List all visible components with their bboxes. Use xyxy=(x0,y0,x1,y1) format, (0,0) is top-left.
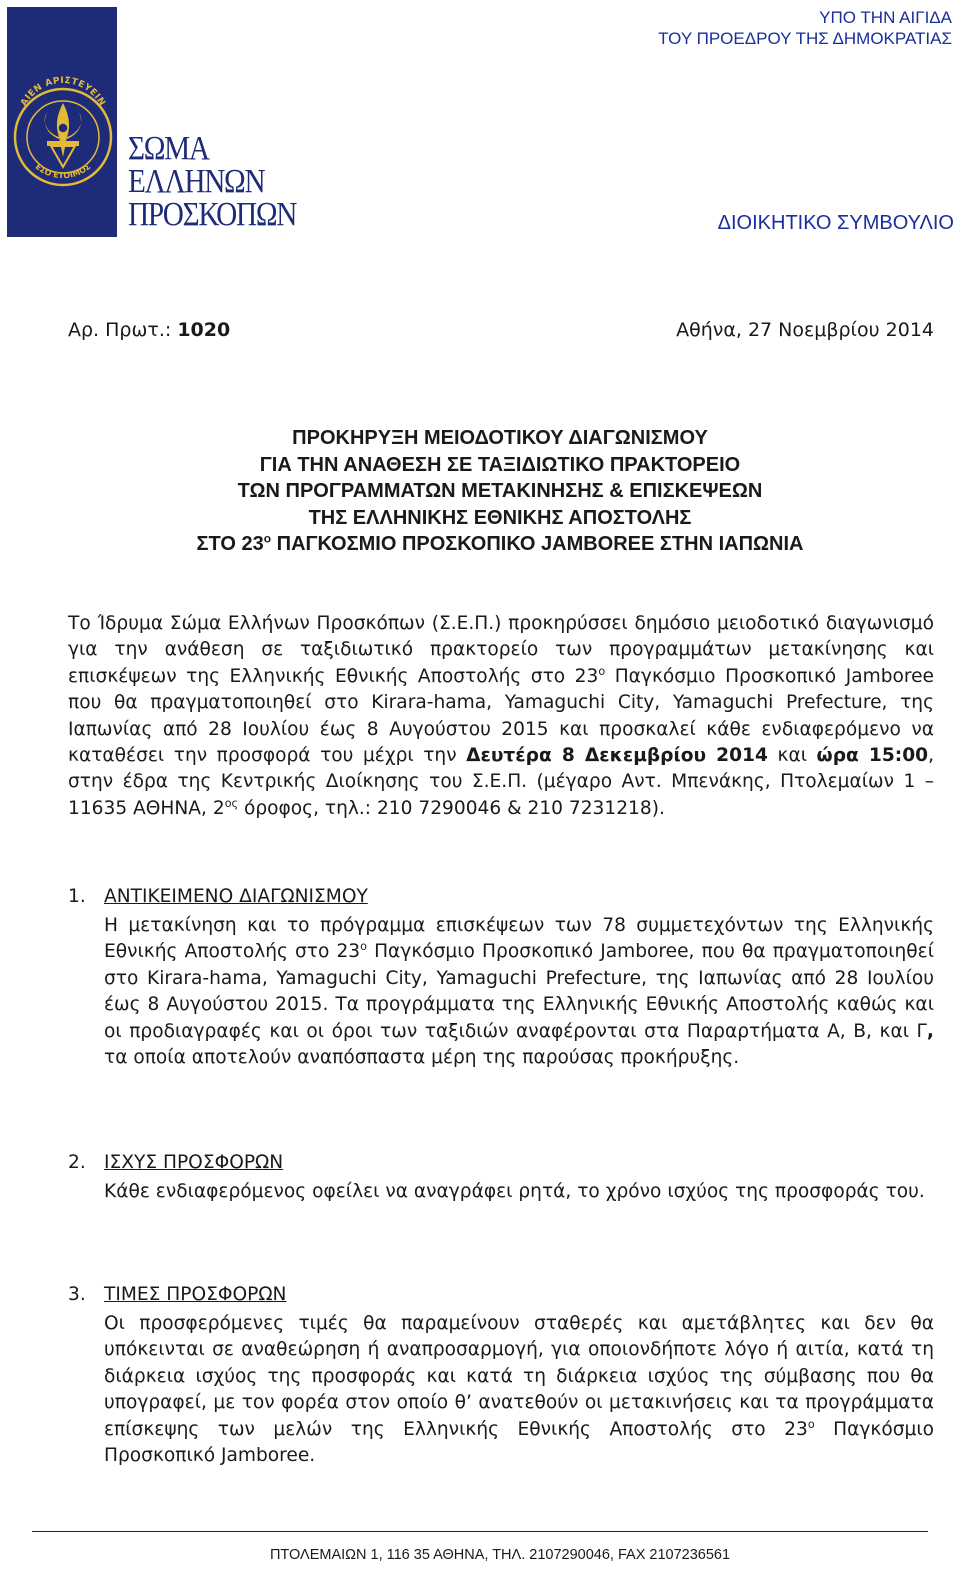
footer-divider xyxy=(32,1531,928,1532)
section-text: Παγκόσμιο Προσκοπικό Jamboree, που θα πραγματοποιηθεί στο Kirara-hama, Yamaguchi City, Yamaguchi Prefecture, της Ιαπωνίας από 28 Ιουλίου έως 8 Αυγούστου 2015. Τα προγράμματα της Ελληνικής Εθνικής Αποστολής καθώς και οι προδιαγραφές και οι όροι των ταξιδιών αναφέρονται στα Παραρτήματα Α, Β, και Γ xyxy=(104,941,934,1042)
patronage-text xyxy=(658,7,952,49)
org-name xyxy=(128,130,297,233)
protocol-value: 1020 xyxy=(177,319,231,341)
intro-paragraph xyxy=(68,611,934,822)
board-heading: ΔΙΟΙΚΗΤΙΚΟ ΣΥΜΒΟΥΛΙΟ xyxy=(717,212,954,234)
section-body xyxy=(104,1179,934,1205)
section-text: Παγκόσμιο Προσκοπικό Jamboree. xyxy=(104,1418,934,1467)
title-line: ΠΡΟΚΗΡΥΞΗ ΜΕΙΟΔΟΤΙΚΟΥ ΔΙΑΓΩΝΙΣΜΟΥ xyxy=(292,427,708,449)
section-title: ΤΙΜΕΣ ΠΡΟΣΦΟΡΩΝ xyxy=(104,1284,287,1305)
logo-motto-top: ΑΙΕΝ ΑΡΙΣΤΕΥΕΙΝ xyxy=(19,75,107,109)
section-heading xyxy=(68,886,368,907)
intro-text: Παγκόσμιο Προσκοπικό Jamboree που θα πραγματοποιηθεί στο Kirara-hama, Yamaguchi City, Yamaguchi Prefecture, της Ιαπωνίας από 28 Ιουλίου έως 8 Αυγούστου 2015 και προσκαλεί κάθε ενδιαφερόμενο να καταθέσει την προσφορά του μέχρι την xyxy=(68,665,934,767)
patronage-line: ΥΠΟ ΤΗΝ ΑΙΓΙΔΑ xyxy=(819,8,952,27)
protocol-label: Αρ. Πρωτ.: xyxy=(68,319,178,341)
section-body xyxy=(104,913,934,1071)
ordinal-sup: ο xyxy=(360,940,367,954)
section-heading xyxy=(68,1152,283,1173)
section-text: Οι προσφερόμενες τιμές θα παραμείνουν σταθερές και αμετάβλητες και δεν θα υπόκεινται σε αναθεώρηση ή αναπροσαρμογή, για οποιονδήποτε λόγο ή αιτία, κατά τη διάρκεια ισχύος της προσφοράς και κατά τη διάρκεια ισχύος της σύμβασης που θα υπογραφεί, με τον φορέα στον οποίο θ’ ανατεθούν οι μετακινήσεις και τα προγράμματα επίσκεψης των μελών της Ελληνικής Εθνικής Αποστολής στο 23 xyxy=(104,1313,934,1440)
org-name-line: ΕΛΛΗΝΩΝ xyxy=(128,163,265,200)
section-heading xyxy=(68,1284,286,1305)
section-number: 1. xyxy=(68,886,86,907)
section-text: Κάθε ενδιαφερόμενος οφείλει να αναγράφει ρητά, το χρόνο ισχύος της προσφοράς του. xyxy=(104,1181,925,1202)
title-text: ΠΑΓΚΟΣΜΙΟ ΠΡΟΣΚΟΠΙΚΟ JAMBOREE ΣΤΗΝ ΙΑΠΩΝΙΑ xyxy=(271,533,804,555)
ordinal-sup: ος xyxy=(224,796,239,810)
ordinal-sup: ο xyxy=(807,1417,815,1431)
intro-text: όροφος, τηλ.: 210 7290046 & 210 7231218). xyxy=(238,797,665,819)
protocol-number xyxy=(68,319,230,341)
ordinal-sup: ο xyxy=(263,531,272,546)
section-text: Η μετακίνηση και το πρόγραμμα επισκέψεων των 78 συμμετεχόντων της Ελληνικής Εθνικής Αποστολής στο 23 xyxy=(104,915,934,963)
patronage-line: ΤΟΥ ΠΡΟΕΔΡΟΥ ΤΗΣ ΔΗΜΟΚΡΑΤΙΑΣ xyxy=(658,29,952,48)
section-number: 2. xyxy=(68,1152,86,1173)
place-date: Αθήνα, 27 Νοεμβρίου 2014 xyxy=(676,319,934,341)
scout-logo xyxy=(7,7,117,237)
section-number: 3. xyxy=(68,1284,86,1305)
ordinal-sup: ο xyxy=(598,664,606,678)
section-title: ΑΝΤΙΚΕΙΜΕΝΟ ΔΙΑΓΩΝΙΣΜΟΥ xyxy=(104,886,368,907)
bold-comma: , xyxy=(926,1020,934,1042)
org-name-line: ΠΡΟΣΚΟΠΩΝ xyxy=(128,196,297,233)
svg-text:ΕΣΟ ΕΤΟΙΜΟΣ xyxy=(34,162,93,180)
title-line xyxy=(60,531,940,558)
document-title xyxy=(60,425,940,558)
deadline-date: Δευτέρα 8 Δεκεμβρίου 2014 xyxy=(466,745,768,767)
footer-address: ΠΤΟΛΕΜΑΙΩΝ 1, 116 35 ΑΘΗΝΑ, ΤΗΛ. 2107290046, FAX 2107236561 xyxy=(269,1547,731,1563)
logo-motto-bottom: ΕΣΟ ΕΤΟΙΜΟΣ xyxy=(33,161,93,181)
intro-text: , στην έδρα της Κεντρικής Διοίκησης του Σ.Ε.Π. (μέγαρο Αντ. Μπενάκης, Πτολεμαίων 1 – 11635 ΑΘΗΝΑ, 2 xyxy=(68,745,935,819)
intro-text: Το Ίδρυμα Σώμα Ελλήνων Προσκόπων (Σ.Ε.Π.) προκηρύσσει δημόσιο μειοδοτικό διαγωνισμό για την ανάθεση σε ταξιδιωτικό πρακτορείο των προγραμμάτων μετακίνησης και επισκέψεων της Ελληνικής Εθνικής Αποστολής στο 23 xyxy=(68,613,934,687)
title-text: ΣΤΟ 23 xyxy=(196,533,264,555)
intro-text: και xyxy=(767,745,817,767)
org-name-line: ΣΩΜΑ xyxy=(128,130,209,167)
title-line: ΓΙΑ ΤΗΝ ΑΝΑΘΕΣΗ ΣΕ ΤΑΞΙΔΙΩΤΙΚΟ ΠΡΑΚΤΟΡΕΙΟ xyxy=(259,453,741,476)
section-title: ΙΣΧΥΣ ΠΡΟΣΦΟΡΩΝ xyxy=(104,1152,284,1173)
deadline-time: ώρα 15:00 xyxy=(816,745,929,767)
title-line: ΤΩΝ ΠΡΟΓΡΑΜΜΑΤΩΝ ΜΕΤΑΚΙΝΗΣΗΣ & ΕΠΙΣΚΕΨΕΩΝ xyxy=(237,480,763,502)
fleur-de-lis-emblem-icon xyxy=(7,7,117,237)
section-text: τα οποία αποτελούν αναπόσπαστα μέρη της παρούσας προκήρυξης. xyxy=(104,1047,740,1069)
section-body xyxy=(104,1311,934,1469)
title-line: ΤΗΣ ΕΛΛΗΝΙΚΗΣ ΕΘΝΙΚΗΣ ΑΠΟΣΤΟΛΗΣ xyxy=(308,506,692,529)
